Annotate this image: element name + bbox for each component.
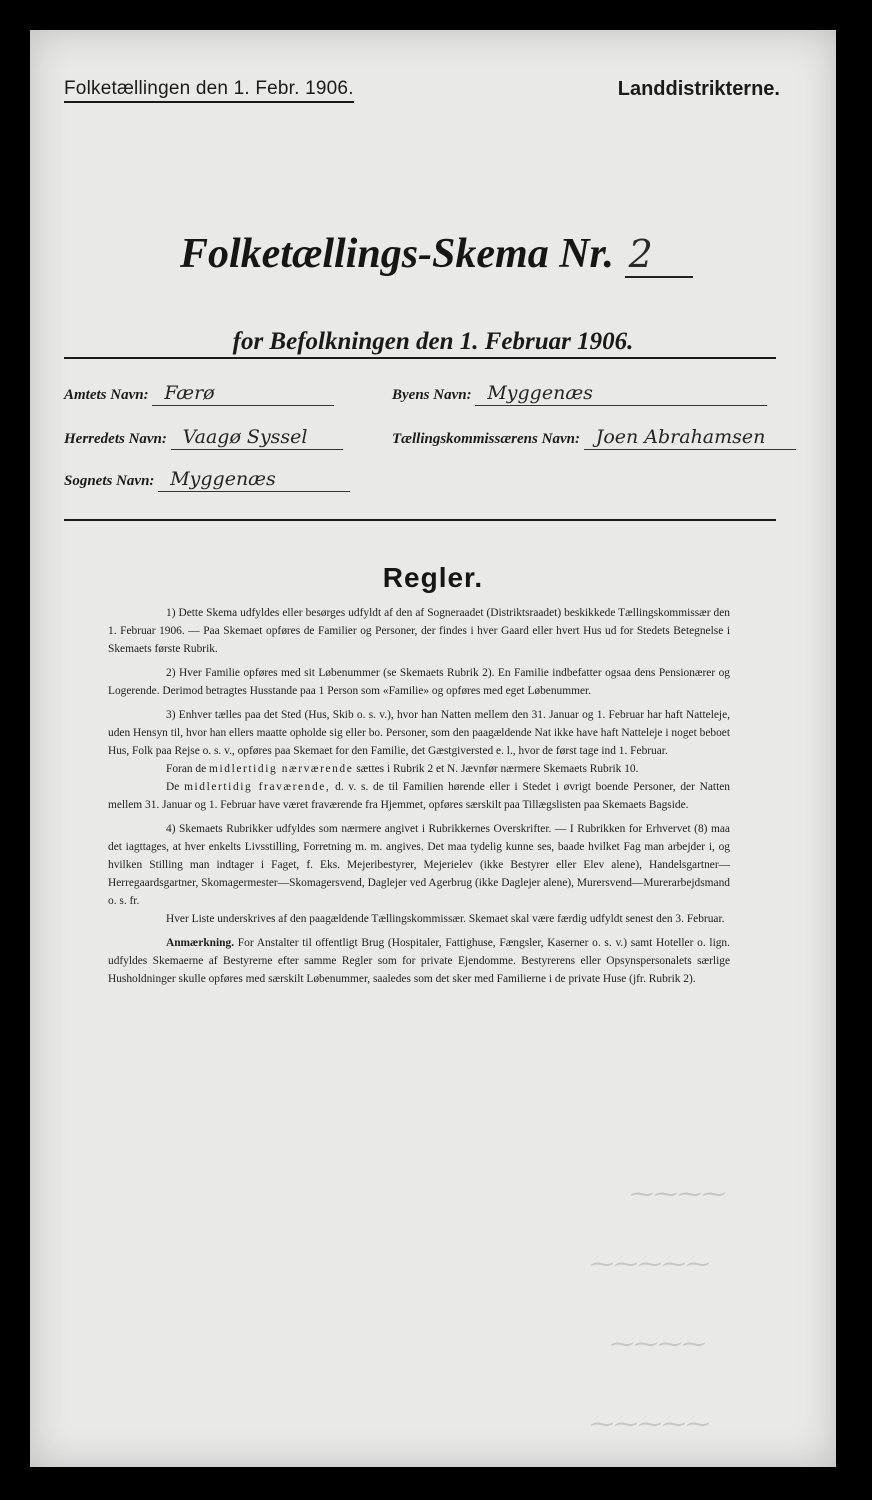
bleed-through-mark: ⁓⁓⁓⁓ xyxy=(610,1330,706,1358)
sogn-field xyxy=(64,468,350,492)
amt-label: Amtets Navn: xyxy=(64,387,149,403)
rule-paragraph-5: Hver Liste underskrives af den paagældende Tællingskommissær. Skemaet skal være færdig udfyldt senest den 3. Februar. xyxy=(166,913,725,925)
rule-3c-pre: De xyxy=(166,781,180,793)
bleed-through-mark: ⁓⁓⁓⁓⁓ xyxy=(590,1250,710,1278)
rules-heading: Regler. xyxy=(382,562,484,593)
rule-3b-pre: Foran de xyxy=(166,763,207,775)
rule-paragraph-2: 2) Hver Familie opføres med sit Løbenummer (se Skemaets Rubrik 2). En Familie indbefatter ogsaa dens Pensionærer og Logerende. Derimod betragtes Husstande paa 1 Person som «Familie» og opføres med eget Løbenummer. xyxy=(108,667,730,697)
rule-3c-spaced: midlertidig fraværende, xyxy=(184,781,331,793)
form-number: 2 xyxy=(625,232,693,278)
amt-value: Færø xyxy=(152,382,334,406)
kommissaer-field xyxy=(392,426,796,450)
herred-label: Herredets Navn: xyxy=(64,431,167,447)
rule-paragraph-4: 4) Skemaets Rubrikker udfyldes som nærmere angivet i Rubrikkernes Overskrifter. — I Rubrikken for Erhvervet (8) maa det iagttages, at hver enkelts Livsstilling, Forretning m. m. angives. Det maa tydelig kunne ses, baade hvilket Fag man arbejder i, og hvilken Stilling man indtager i Faget, f. Eks. Mejeribestyrer, Mejerielev (ikke Bestyrer eller Elev alene), Handelsgartner—Herregaardsgartner, Skomagermester—Skomagersvend, Daglejer ved Agerbrug (ikke Daglejer alene), Murersvend—Murerarbejdsmand o. s. fr. xyxy=(108,823,730,907)
rule-3b-spaced: midlertidig nærværende xyxy=(209,763,354,775)
annotation-text: For Anstalter til offentligt Brug (Hospitaler, Fattighuse, Fængsler, Kaserner o. s. v.) samt Hoteller o. lign. udfyldes Skemaerne af Bestyrerne efter samme Regler som for private Ejendomme. Bestyrerens eller Opsynspersonalets særlige Husholdninger skulle opføres med særskilt Løbenummer, saaledes som det sker med Familierne i de private Huse (jfr. Rubrik 2). xyxy=(108,937,730,985)
byen-value: Myggenæs xyxy=(475,382,767,406)
sogn-value: Myggenæs xyxy=(158,468,350,492)
bleed-through-mark: ⁓⁓⁓⁓⁓ xyxy=(590,1410,710,1438)
kommissaer-value: Joen Abrahamsen xyxy=(584,426,796,450)
byen-label: Byens Navn: xyxy=(392,387,472,403)
bleed-through-mark: ⁓⁓⁓⁓ xyxy=(630,1180,726,1208)
form-title-text: Folketællings-Skema Nr. xyxy=(180,231,615,277)
sogn-label: Sognets Navn: xyxy=(64,473,155,489)
divider-top xyxy=(64,357,776,359)
amt-field xyxy=(64,382,334,406)
rule-3b-post: sættes i Rubrik 2 et N. Jævnfør nærmere Skemaets Rubrik 10. xyxy=(356,763,639,775)
district-type-header: Landdistrikterne. xyxy=(617,78,780,100)
census-form-page xyxy=(30,30,836,1467)
rule-paragraph-3b xyxy=(108,760,730,778)
form-subtitle: for Befolkningen den 1. Februar 1906. xyxy=(232,328,634,355)
form-title xyxy=(180,230,693,278)
rule-paragraph-3: 3) Enhver tælles paa det Sted (Hus, Skib o. s. v.), hvor han Natten mellem den 31. Januar og 1. Februar har haft Natteleje, uden Hensyn til, hvor han ellers maatte opholde sig eller bo. Personer, som den paagældende Nat ikke have haft Natteleje i noget beboet Hus, Folk paa Rejse o. s. v., opføres paa Skemaet for den Familie, det Gæstgiversted e. l., hvor de først tage ind 1. Februar. xyxy=(108,709,730,757)
kommissaer-label: Tællingskommissærens Navn: xyxy=(392,431,580,447)
census-date-header: Folketællingen den 1. Febr. 1906. xyxy=(64,78,354,103)
annotation-label: Anmærkning. xyxy=(166,937,235,949)
annotation-paragraph xyxy=(108,934,730,988)
byen-field xyxy=(392,382,767,406)
herred-value: Vaagø Syssel xyxy=(171,426,343,450)
divider-bottom xyxy=(64,519,776,521)
rule-3c-post: d. v. s. de til Familien hørende eller i Stedet i øvrigt boende Personer, der Natten mellem 31. Januar og 1. Februar have været fraværende fra Hjemmet, opføres særskilt paa Tillægslisten paa Skemaets Bagside. xyxy=(108,781,730,811)
herred-field xyxy=(64,426,343,450)
rules-body xyxy=(108,604,730,988)
rule-paragraph-3c xyxy=(108,778,730,814)
rule-paragraph-1: 1) Dette Skema udfyldes eller besørges udfyldt af den af Sogneraadet (Distriktsraadet) beskikkede Tællingskommissær den 1. Februar 1906. — Paa Skemaet opføres de Familier og Personer, der findes i hver Gaard eller hvert Hus ud for Stedets Betegnelse i Skemaets første Rubrik. xyxy=(108,607,730,655)
